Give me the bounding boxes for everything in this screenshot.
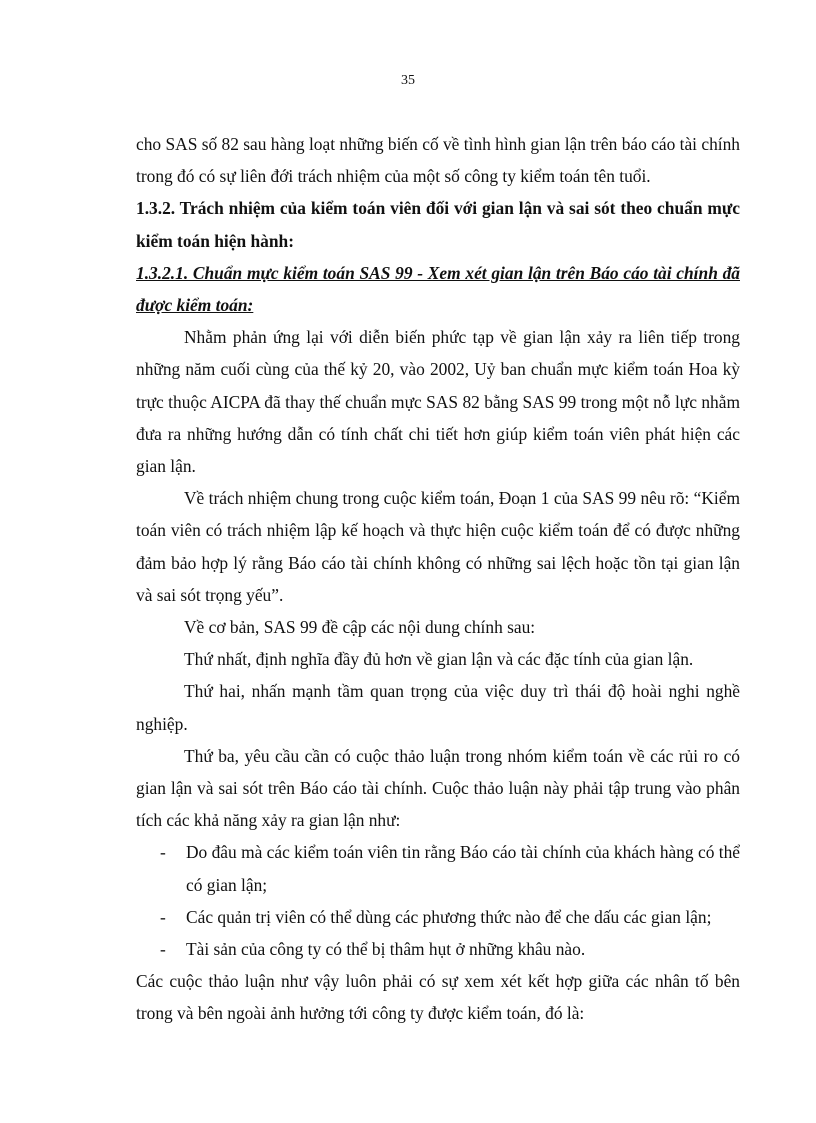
list-item-text: Tài sản của công ty có thể bị thâm hụt ở những khâu nào. xyxy=(186,939,586,960)
dash-bullet: - xyxy=(160,842,166,863)
paragraph-continuation: cho SAS số 82 sau hàng loạt những biến cố về tình hình gian lận trên báo cáo tài chính trong đó có sự liên đới trách nhiệm của một số công ty kiểm toán tên tuổi. xyxy=(136,134,740,187)
section-heading-1-3-2: 1.3.2. Trách nhiệm của kiểm toán viên đối với gian lận và sai sót theo chuẩn mực kiểm toán hiện hành: xyxy=(136,198,740,251)
dash-bullet: - xyxy=(160,906,166,927)
paragraph-third: Thứ ba, yêu cầu cần có cuộc thảo luận trong nhóm kiểm toán về các rủi ro có gian lận và sai sót trên Báo cáo tài chính. Cuộc thảo luận này phải tập trung vào phân tích các khả năng xảy ra gian lận như: xyxy=(136,745,740,831)
subsection-heading-1-3-2-1: 1.3.2.1. Chuẩn mực kiểm toán SAS 99 - Xem xét gian lận trên Báo cáo tài chính đã được kiểm toán: xyxy=(136,262,740,316)
discussion-points-list xyxy=(136,836,740,965)
page-number: 35 xyxy=(401,73,415,88)
dash-bullet: - xyxy=(160,939,166,960)
list-item-text: Do đâu mà các kiểm toán viên tin rằng Báo cáo tài chính của khách hàng có thể có gian lận; xyxy=(186,842,740,895)
list-item-text: Các quản trị viên có thể dùng các phương thức nào để che dấu các gian lận; xyxy=(186,906,712,927)
list-item xyxy=(136,901,740,933)
list-item xyxy=(136,836,740,900)
paragraph-closing: Các cuộc thảo luận như vậy luôn phải có sự xem xét kết hợp giữa các nhân tố bên trong và bên ngoài ảnh hưởng tới công ty được kiểm toán, đó là: xyxy=(136,971,740,1024)
paragraph-general-responsibility: Về trách nhiệm chung trong cuộc kiểm toán, Đoạn 1 của SAS 99 nêu rõ: “Kiểm toán viên có trách nhiệm lập kế hoạch và thực hiện cuộc kiểm toán để có được những đảm bảo hợp lý rằng Báo cáo tài chính không có những sai lệch hoặc tồn tại gian lận và sai sót trọng yếu”. xyxy=(136,488,740,605)
paragraph-second: Thứ hai, nhấn mạnh tầm quan trọng của việc duy trì thái độ hoài nghi nghề nghiệp. xyxy=(136,681,740,734)
paragraph-sas99-intro: Nhằm phản ứng lại với diễn biến phức tạp về gian lận xảy ra liên tiếp trong những năm cuối cùng của thế kỷ 20, vào 2002, Uỷ ban chuẩn mực kiểm toán Hoa kỳ trực thuộc AICPA đã thay thế chuẩn mực SAS 82 bằng SAS 99 trong một nỗ lực nhằm đưa ra những hướng dẫn có tính chất chi tiết hơn giúp kiểm toán viên phát hiện các gian lận. xyxy=(136,327,740,477)
paragraph-first: Thứ nhất, định nghĩa đầy đủ hơn về gian lận và các đặc tính của gian lận. xyxy=(184,649,694,670)
paragraph-main-contents: Về cơ bản, SAS 99 đề cập các nội dung chính sau: xyxy=(184,617,536,638)
list-item xyxy=(136,933,740,965)
page-content xyxy=(136,128,740,1030)
